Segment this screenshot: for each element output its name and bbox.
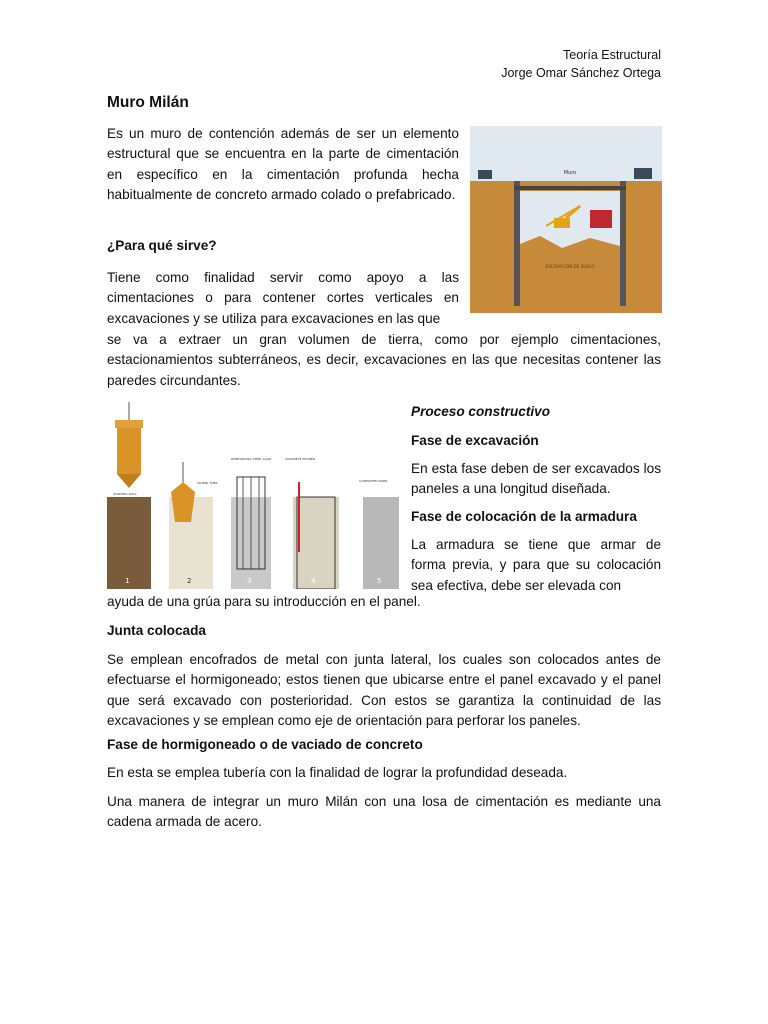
- step-5-caption: COMPLETED PANEL: [359, 479, 388, 483]
- ground-label: EXCAVACION DE SUELO: [545, 264, 595, 269]
- step-3-number: 3: [247, 577, 252, 585]
- joint-heading: Junta colocada: [107, 623, 206, 638]
- construction-steps-diagram: [107, 402, 399, 589]
- construction-steps-illustration: [107, 402, 399, 589]
- vehicle-left: [478, 170, 492, 179]
- purpose-heading: ¿Para qué sirve?: [107, 238, 217, 253]
- step-1-soil: [107, 497, 151, 589]
- rebar-paragraph-right: La armadura se tiene que armar de forma previa, y para que su colocación sea efectiva, debe ser elevada con: [411, 537, 661, 593]
- excavation-paragraph: En esta fase deben de ser excavados los paneles a una longitud diseñada.: [411, 461, 661, 497]
- page-header: [501, 46, 661, 82]
- purpose-paragraph-full: se va a extraer un gran volumen de tierra, como por ejemplo cimentaciones, estacionamientos subterráneos, es decir, excavaciones en las que necesitas contener las paredes circundantes.: [107, 332, 661, 388]
- closing-paragraph: Una manera de integrar un muro Milán con una losa de cimentación es mediante una cadena armada de acero.: [107, 794, 661, 830]
- header-author: Jorge Omar Sánchez Ortega: [501, 66, 661, 80]
- step-2-caption: SLURRY TUBE: [197, 481, 218, 485]
- step-2-number: 2: [187, 577, 192, 585]
- dump-truck: [590, 210, 612, 228]
- step-1-grab-body: [117, 428, 141, 474]
- step-3-column: [231, 457, 271, 589]
- step-1-grab-head: [115, 420, 143, 428]
- right-wall-panel: [620, 181, 626, 306]
- excavation-heading: Fase de excavación: [411, 433, 539, 448]
- concrete-paragraph: En esta se emplea tubería con la finalidad de lograr la profundidad deseada.: [107, 765, 568, 780]
- rebar-paragraph-full: ayuda de una grúa para su introducción en el panel.: [107, 594, 421, 609]
- concrete-heading: Fase de hormigoneado o de vaciado de concreto: [107, 737, 423, 752]
- joint-paragraph: Se emplean encofrados de metal con junta lateral, los cuales son colocados antes de efectuarse el hormigoneado; estos tienen que ubicarse entre el panel excavado y el panel que será excavado con posterioridad. Con estos se garantiza la continuidad de las excavaciones y se emplean como eje de orientación para perforar los paneles.: [107, 652, 661, 729]
- purpose-paragraph-left: Tiene como finalidad servir como apoyo a las cimentaciones o para contener cortes verticales en excavaciones y se utiliza para excavaciones en las que: [107, 270, 459, 326]
- step-3-caption: REINFORCING STEEL CAGE: [231, 457, 272, 461]
- step-5-panel: [363, 497, 399, 589]
- step-5-number: 5: [377, 577, 382, 585]
- excavation-cross-section: [470, 126, 662, 313]
- step-4-caption: CONCRETE POURED: [285, 457, 316, 461]
- vehicle-right: [634, 168, 652, 179]
- process-heading: Proceso constructivo: [411, 404, 550, 419]
- step-1-caption: STARTING WALL: [113, 492, 137, 496]
- left-wall-panel: [514, 181, 520, 306]
- rebar-heading: Fase de colocación de la armadura: [411, 509, 637, 524]
- step-1-number: 1: [125, 577, 130, 585]
- document-title: Muro Milán: [107, 94, 189, 111]
- step-4-number: 4: [311, 577, 316, 585]
- strut-label: Muro: [563, 170, 577, 176]
- diaphragm-wall-illustration: [470, 126, 662, 313]
- intro-paragraph: Es un muro de contención además de ser un elemento estructural que se encuentra en la parte de cimentación en específico en la cimentación profunda hecha habitualmente de concreto armado colado o prefabricado.: [107, 126, 459, 203]
- header-course: Teoría Estructural: [563, 48, 661, 62]
- strut-beam: [514, 186, 626, 190]
